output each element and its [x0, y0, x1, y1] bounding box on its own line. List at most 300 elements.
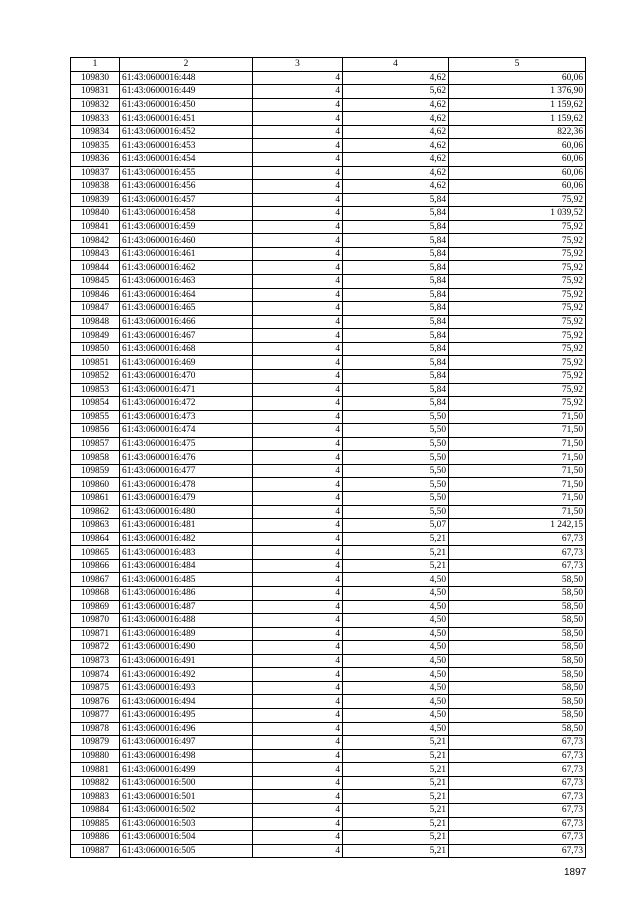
table-cell-col-5: 67,73	[449, 844, 586, 858]
table-row	[71, 180, 586, 194]
table-cell-col-1: 109875	[71, 681, 120, 695]
table-cell-col-1: 109859	[71, 464, 120, 478]
table-cell-col-1: 109860	[71, 478, 120, 492]
table-row	[71, 614, 586, 628]
table-cell-col-3: 4	[253, 559, 343, 573]
table-cell-col-1: 109879	[71, 736, 120, 750]
table-row	[71, 234, 586, 248]
table-row	[71, 342, 586, 356]
table-cell-col-2: 61:43:0600016:477	[120, 464, 253, 478]
table-cell-col-4: 5,21	[343, 546, 449, 560]
table-cell-col-1: 109881	[71, 763, 120, 777]
table-cell-col-1: 109858	[71, 451, 120, 465]
table-cell-col-1: 109844	[71, 261, 120, 275]
table-cell-col-3: 4	[253, 722, 343, 736]
table-row	[71, 451, 586, 465]
table-cell-col-1: 109869	[71, 600, 120, 614]
table-row	[71, 112, 586, 126]
table-cell-col-3: 4	[253, 85, 343, 99]
table-cell-col-3: 4	[253, 342, 343, 356]
table-cell-col-5: 75,92	[449, 234, 586, 248]
table-row	[71, 749, 586, 763]
table-row	[71, 776, 586, 790]
table-cell-col-1: 109861	[71, 492, 120, 506]
table-cell-col-4: 5,84	[343, 356, 449, 370]
table-cell-col-4: 5,84	[343, 383, 449, 397]
table-cell-col-3: 4	[253, 464, 343, 478]
table-cell-col-4: 5,84	[343, 369, 449, 383]
table-cell-col-4: 4,62	[343, 71, 449, 85]
table-cell-col-3: 4	[253, 261, 343, 275]
table-cell-col-2: 61:43:0600016:496	[120, 722, 253, 736]
table-cell-col-3: 4	[253, 315, 343, 329]
table-cell-col-1: 109880	[71, 749, 120, 763]
table-cell-col-5: 58,50	[449, 681, 586, 695]
table-row	[71, 492, 586, 506]
table-row	[71, 668, 586, 682]
table-cell-col-1: 109832	[71, 98, 120, 112]
table-cell-col-1: 109876	[71, 695, 120, 709]
table-cell-col-4: 4,50	[343, 722, 449, 736]
table-cell-col-2: 61:43:0600016:480	[120, 505, 253, 519]
table-cell-col-2: 61:43:0600016:448	[120, 71, 253, 85]
table-cell-col-3: 4	[253, 139, 343, 153]
table-row	[71, 193, 586, 207]
table-cell-col-1: 109887	[71, 844, 120, 858]
table-row	[71, 709, 586, 723]
table-cell-col-2: 61:43:0600016:476	[120, 451, 253, 465]
table-cell-col-2: 61:43:0600016:492	[120, 668, 253, 682]
table-row	[71, 695, 586, 709]
table-cell-col-5: 71,50	[449, 492, 586, 506]
table-cell-col-4: 5,21	[343, 817, 449, 831]
table-cell-col-5: 67,73	[449, 817, 586, 831]
table-row	[71, 152, 586, 166]
table-row	[71, 329, 586, 343]
table-cell-col-5: 75,92	[449, 275, 586, 289]
table-cell-col-5: 58,50	[449, 600, 586, 614]
table-cell-col-4: 5,21	[343, 790, 449, 804]
table-cell-col-4: 5,50	[343, 464, 449, 478]
column-header-5: 5	[449, 58, 586, 72]
table-header	[71, 58, 586, 72]
table-cell-col-3: 4	[253, 790, 343, 804]
table-cell-col-2: 61:43:0600016:490	[120, 641, 253, 655]
table-cell-col-1: 109863	[71, 519, 120, 533]
table-row	[71, 261, 586, 275]
table-cell-col-3: 4	[253, 614, 343, 628]
table-row	[71, 397, 586, 411]
table-cell-col-5: 60,06	[449, 166, 586, 180]
table-cell-col-4: 4,50	[343, 627, 449, 641]
table-cell-col-5: 1 159,62	[449, 112, 586, 126]
table-cell-col-4: 5,62	[343, 85, 449, 99]
table-cell-col-1: 109852	[71, 369, 120, 383]
table-cell-col-5: 75,92	[449, 261, 586, 275]
column-header-2: 2	[120, 58, 253, 72]
table-row	[71, 125, 586, 139]
table-row	[71, 546, 586, 560]
table-row	[71, 519, 586, 533]
table-row	[71, 302, 586, 316]
table-cell-col-2: 61:43:0600016:452	[120, 125, 253, 139]
table-cell-col-4: 5,21	[343, 763, 449, 777]
table-cell-col-4: 5,50	[343, 505, 449, 519]
table-row	[71, 166, 586, 180]
table-cell-col-3: 4	[253, 302, 343, 316]
table-cell-col-5: 67,73	[449, 559, 586, 573]
table-cell-col-2: 61:43:0600016:487	[120, 600, 253, 614]
table-row	[71, 207, 586, 221]
table-cell-col-5: 71,50	[449, 464, 586, 478]
table-cell-col-2: 61:43:0600016:501	[120, 790, 253, 804]
table-cell-col-4: 4,62	[343, 112, 449, 126]
table-row	[71, 586, 586, 600]
table-cell-col-3: 4	[253, 193, 343, 207]
table-cell-col-4: 4,50	[343, 709, 449, 723]
table-cell-col-1: 109856	[71, 424, 120, 438]
table-cell-col-5: 71,50	[449, 410, 586, 424]
table-cell-col-5: 67,73	[449, 532, 586, 546]
table-cell-col-3: 4	[253, 586, 343, 600]
table-cell-col-5: 75,92	[449, 383, 586, 397]
table-cell-col-5: 1 159,62	[449, 98, 586, 112]
table-cell-col-3: 4	[253, 98, 343, 112]
table-cell-col-4: 4,50	[343, 586, 449, 600]
table-cell-col-5: 67,73	[449, 736, 586, 750]
table-cell-col-5: 75,92	[449, 369, 586, 383]
table-cell-col-2: 61:43:0600016:475	[120, 437, 253, 451]
table-cell-col-1: 109846	[71, 288, 120, 302]
table-cell-col-2: 61:43:0600016:458	[120, 207, 253, 221]
table-row	[71, 790, 586, 804]
table-cell-col-2: 61:43:0600016:489	[120, 627, 253, 641]
table-row	[71, 139, 586, 153]
table-cell-col-4: 4,50	[343, 641, 449, 655]
table-cell-col-4: 5,84	[343, 302, 449, 316]
table-row	[71, 641, 586, 655]
table-cell-col-3: 4	[253, 369, 343, 383]
table-cell-col-3: 4	[253, 71, 343, 85]
table-cell-col-4: 4,62	[343, 125, 449, 139]
data-table	[70, 57, 586, 858]
table-cell-col-4: 5,21	[343, 831, 449, 845]
table-cell-col-1: 109866	[71, 559, 120, 573]
table-cell-col-3: 4	[253, 329, 343, 343]
table-cell-col-5: 60,06	[449, 139, 586, 153]
table-cell-col-3: 4	[253, 736, 343, 750]
table-cell-col-5: 60,06	[449, 180, 586, 194]
table-row	[71, 275, 586, 289]
table-cell-col-5: 75,92	[449, 220, 586, 234]
table-row	[71, 478, 586, 492]
table-cell-col-1: 109867	[71, 573, 120, 587]
table-cell-col-5: 60,06	[449, 152, 586, 166]
column-header-4: 4	[343, 58, 449, 72]
table-row	[71, 464, 586, 478]
table-cell-col-3: 4	[253, 505, 343, 519]
table-cell-col-4: 5,21	[343, 736, 449, 750]
table-cell-col-2: 61:43:0600016:474	[120, 424, 253, 438]
table-cell-col-2: 61:43:0600016:485	[120, 573, 253, 587]
table-cell-col-5: 58,50	[449, 614, 586, 628]
table-row	[71, 844, 586, 858]
table-cell-col-3: 4	[253, 112, 343, 126]
table-cell-col-2: 61:43:0600016:464	[120, 288, 253, 302]
table-cell-col-2: 61:43:0600016:484	[120, 559, 253, 573]
table-cell-col-5: 67,73	[449, 776, 586, 790]
table-cell-col-5: 67,73	[449, 790, 586, 804]
table-row	[71, 681, 586, 695]
table-cell-col-5: 75,92	[449, 397, 586, 411]
table-cell-col-3: 4	[253, 234, 343, 248]
table-cell-col-1: 109831	[71, 85, 120, 99]
table-cell-col-1: 109830	[71, 71, 120, 85]
table-cell-col-4: 4,50	[343, 681, 449, 695]
table-row	[71, 831, 586, 845]
table-cell-col-5: 1 039,52	[449, 207, 586, 221]
table-cell-col-5: 71,50	[449, 424, 586, 438]
table-cell-col-1: 109845	[71, 275, 120, 289]
table-cell-col-1: 109849	[71, 329, 120, 343]
table-row	[71, 356, 586, 370]
table-cell-col-2: 61:43:0600016:465	[120, 302, 253, 316]
table-cell-col-2: 61:43:0600016:450	[120, 98, 253, 112]
table-cell-col-3: 4	[253, 451, 343, 465]
table-cell-col-5: 75,92	[449, 342, 586, 356]
table-cell-col-3: 4	[253, 152, 343, 166]
table-cell-col-2: 61:43:0600016:468	[120, 342, 253, 356]
table-cell-col-2: 61:43:0600016:502	[120, 803, 253, 817]
table-cell-col-3: 4	[253, 776, 343, 790]
table-cell-col-5: 75,92	[449, 315, 586, 329]
table-cell-col-1: 109877	[71, 709, 120, 723]
table-cell-col-5: 67,73	[449, 763, 586, 777]
table-cell-col-2: 61:43:0600016:456	[120, 180, 253, 194]
table-cell-col-2: 61:43:0600016:482	[120, 532, 253, 546]
table-cell-col-3: 4	[253, 641, 343, 655]
table-cell-col-2: 61:43:0600016:472	[120, 397, 253, 411]
table-cell-col-4: 4,62	[343, 166, 449, 180]
table-cell-col-2: 61:43:0600016:481	[120, 519, 253, 533]
table-cell-col-1: 109841	[71, 220, 120, 234]
table-cell-col-1: 109873	[71, 654, 120, 668]
table-row	[71, 654, 586, 668]
table-cell-col-5: 58,50	[449, 709, 586, 723]
table-cell-col-4: 5,84	[343, 193, 449, 207]
table-cell-col-4: 5,84	[343, 220, 449, 234]
table-cell-col-3: 4	[253, 803, 343, 817]
table-cell-col-3: 4	[253, 668, 343, 682]
table-cell-col-5: 75,92	[449, 193, 586, 207]
table-cell-col-3: 4	[253, 207, 343, 221]
table-row	[71, 424, 586, 438]
table-cell-col-3: 4	[253, 654, 343, 668]
table-row	[71, 410, 586, 424]
table-row	[71, 98, 586, 112]
table-cell-col-5: 58,50	[449, 586, 586, 600]
table-cell-col-1: 109870	[71, 614, 120, 628]
table-cell-col-4: 4,62	[343, 98, 449, 112]
table-row	[71, 573, 586, 587]
table-cell-col-4: 5,21	[343, 803, 449, 817]
table-cell-col-3: 4	[253, 275, 343, 289]
table-cell-col-1: 109840	[71, 207, 120, 221]
table-cell-col-5: 71,50	[449, 478, 586, 492]
table-row	[71, 247, 586, 261]
table-cell-col-4: 4,50	[343, 614, 449, 628]
table-cell-col-2: 61:43:0600016:449	[120, 85, 253, 99]
table-cell-col-1: 109872	[71, 641, 120, 655]
table-cell-col-1: 109883	[71, 790, 120, 804]
table-cell-col-1: 109851	[71, 356, 120, 370]
table-cell-col-4: 5,84	[343, 315, 449, 329]
table-body	[71, 71, 586, 858]
table-cell-col-1: 109843	[71, 247, 120, 261]
table-cell-col-3: 4	[253, 681, 343, 695]
table-row	[71, 383, 586, 397]
table-cell-col-5: 58,50	[449, 654, 586, 668]
table-cell-col-1: 109833	[71, 112, 120, 126]
table-cell-col-5: 67,73	[449, 546, 586, 560]
header-row	[71, 58, 586, 72]
table-cell-col-4: 5,84	[343, 397, 449, 411]
table-cell-col-2: 61:43:0600016:494	[120, 695, 253, 709]
table-cell-col-3: 4	[253, 749, 343, 763]
table-cell-col-3: 4	[253, 573, 343, 587]
table-cell-col-3: 4	[253, 627, 343, 641]
table-cell-col-3: 4	[253, 166, 343, 180]
table-row	[71, 369, 586, 383]
table-row	[71, 817, 586, 831]
table-cell-col-5: 71,50	[449, 505, 586, 519]
table-row	[71, 736, 586, 750]
table-cell-col-2: 61:43:0600016:497	[120, 736, 253, 750]
table-cell-col-4: 4,50	[343, 668, 449, 682]
table-cell-col-1: 109853	[71, 383, 120, 397]
table-cell-col-1: 109864	[71, 532, 120, 546]
table-cell-col-2: 61:43:0600016:466	[120, 315, 253, 329]
table-cell-col-2: 61:43:0600016:495	[120, 709, 253, 723]
table-cell-col-2: 61:43:0600016:470	[120, 369, 253, 383]
column-header-1: 1	[71, 58, 120, 72]
table-cell-col-1: 109837	[71, 166, 120, 180]
table-row	[71, 559, 586, 573]
table-cell-col-2: 61:43:0600016:493	[120, 681, 253, 695]
table-cell-col-3: 4	[253, 410, 343, 424]
table-cell-col-1: 109865	[71, 546, 120, 560]
table-cell-col-1: 109848	[71, 315, 120, 329]
column-header-3: 3	[253, 58, 343, 72]
table-cell-col-5: 75,92	[449, 302, 586, 316]
table-cell-col-2: 61:43:0600016:498	[120, 749, 253, 763]
table-cell-col-3: 4	[253, 695, 343, 709]
table-cell-col-4: 5,84	[343, 329, 449, 343]
table-cell-col-5: 60,06	[449, 71, 586, 85]
table-row	[71, 627, 586, 641]
table-cell-col-1: 109838	[71, 180, 120, 194]
table-cell-col-2: 61:43:0600016:479	[120, 492, 253, 506]
table-cell-col-4: 5,84	[343, 261, 449, 275]
table-cell-col-3: 4	[253, 831, 343, 845]
table-cell-col-2: 61:43:0600016:454	[120, 152, 253, 166]
table-cell-col-3: 4	[253, 546, 343, 560]
table-cell-col-1: 109871	[71, 627, 120, 641]
table-cell-col-1: 109847	[71, 302, 120, 316]
table-cell-col-2: 61:43:0600016:488	[120, 614, 253, 628]
table-cell-col-1: 109878	[71, 722, 120, 736]
table-cell-col-4: 4,50	[343, 573, 449, 587]
table-cell-col-4: 5,84	[343, 288, 449, 302]
table-cell-col-5: 75,92	[449, 288, 586, 302]
table-cell-col-4: 5,07	[343, 519, 449, 533]
table-cell-col-2: 61:43:0600016:503	[120, 817, 253, 831]
table-cell-col-2: 61:43:0600016:499	[120, 763, 253, 777]
table-cell-col-5: 75,92	[449, 329, 586, 343]
table-cell-col-3: 4	[253, 383, 343, 397]
table-cell-col-4: 5,21	[343, 776, 449, 790]
table-cell-col-3: 4	[253, 125, 343, 139]
table-cell-col-3: 4	[253, 356, 343, 370]
page-number: 1897	[564, 867, 587, 878]
table-cell-col-5: 1 242,15	[449, 519, 586, 533]
table-cell-col-2: 61:43:0600016:473	[120, 410, 253, 424]
table-cell-col-1: 109842	[71, 234, 120, 248]
table-cell-col-4: 5,50	[343, 492, 449, 506]
table-cell-col-2: 61:43:0600016:486	[120, 586, 253, 600]
table-cell-col-3: 4	[253, 817, 343, 831]
table-cell-col-1: 109834	[71, 125, 120, 139]
table-cell-col-3: 4	[253, 844, 343, 858]
table-cell-col-4: 4,62	[343, 139, 449, 153]
table-cell-col-4: 5,84	[343, 275, 449, 289]
table-cell-col-5: 1 376,90	[449, 85, 586, 99]
table-cell-col-5: 58,50	[449, 695, 586, 709]
table-cell-col-2: 61:43:0600016:455	[120, 166, 253, 180]
table-row	[71, 803, 586, 817]
table-cell-col-5: 58,50	[449, 641, 586, 655]
table-cell-col-1: 109857	[71, 437, 120, 451]
table-cell-col-5: 58,50	[449, 722, 586, 736]
table-cell-col-3: 4	[253, 532, 343, 546]
table-cell-col-3: 4	[253, 478, 343, 492]
table-cell-col-5: 71,50	[449, 437, 586, 451]
table-row	[71, 288, 586, 302]
table-row	[71, 532, 586, 546]
table-cell-col-2: 61:43:0600016:461	[120, 247, 253, 261]
table-row	[71, 71, 586, 85]
table-cell-col-5: 67,73	[449, 831, 586, 845]
table-cell-col-1: 109885	[71, 817, 120, 831]
table-row	[71, 220, 586, 234]
table-cell-col-1: 109839	[71, 193, 120, 207]
table-cell-col-4: 4,50	[343, 695, 449, 709]
table-row	[71, 85, 586, 99]
table-cell-col-2: 61:43:0600016:469	[120, 356, 253, 370]
table-cell-col-4: 5,50	[343, 424, 449, 438]
table-cell-col-3: 4	[253, 288, 343, 302]
table-row	[71, 437, 586, 451]
table-cell-col-2: 61:43:0600016:457	[120, 193, 253, 207]
table-cell-col-4: 5,50	[343, 437, 449, 451]
table-cell-col-1: 109868	[71, 586, 120, 600]
table-cell-col-4: 4,50	[343, 600, 449, 614]
table-cell-col-3: 4	[253, 763, 343, 777]
table-cell-col-1: 109835	[71, 139, 120, 153]
table-cell-col-3: 4	[253, 397, 343, 411]
table-cell-col-3: 4	[253, 600, 343, 614]
table-cell-col-5: 75,92	[449, 356, 586, 370]
